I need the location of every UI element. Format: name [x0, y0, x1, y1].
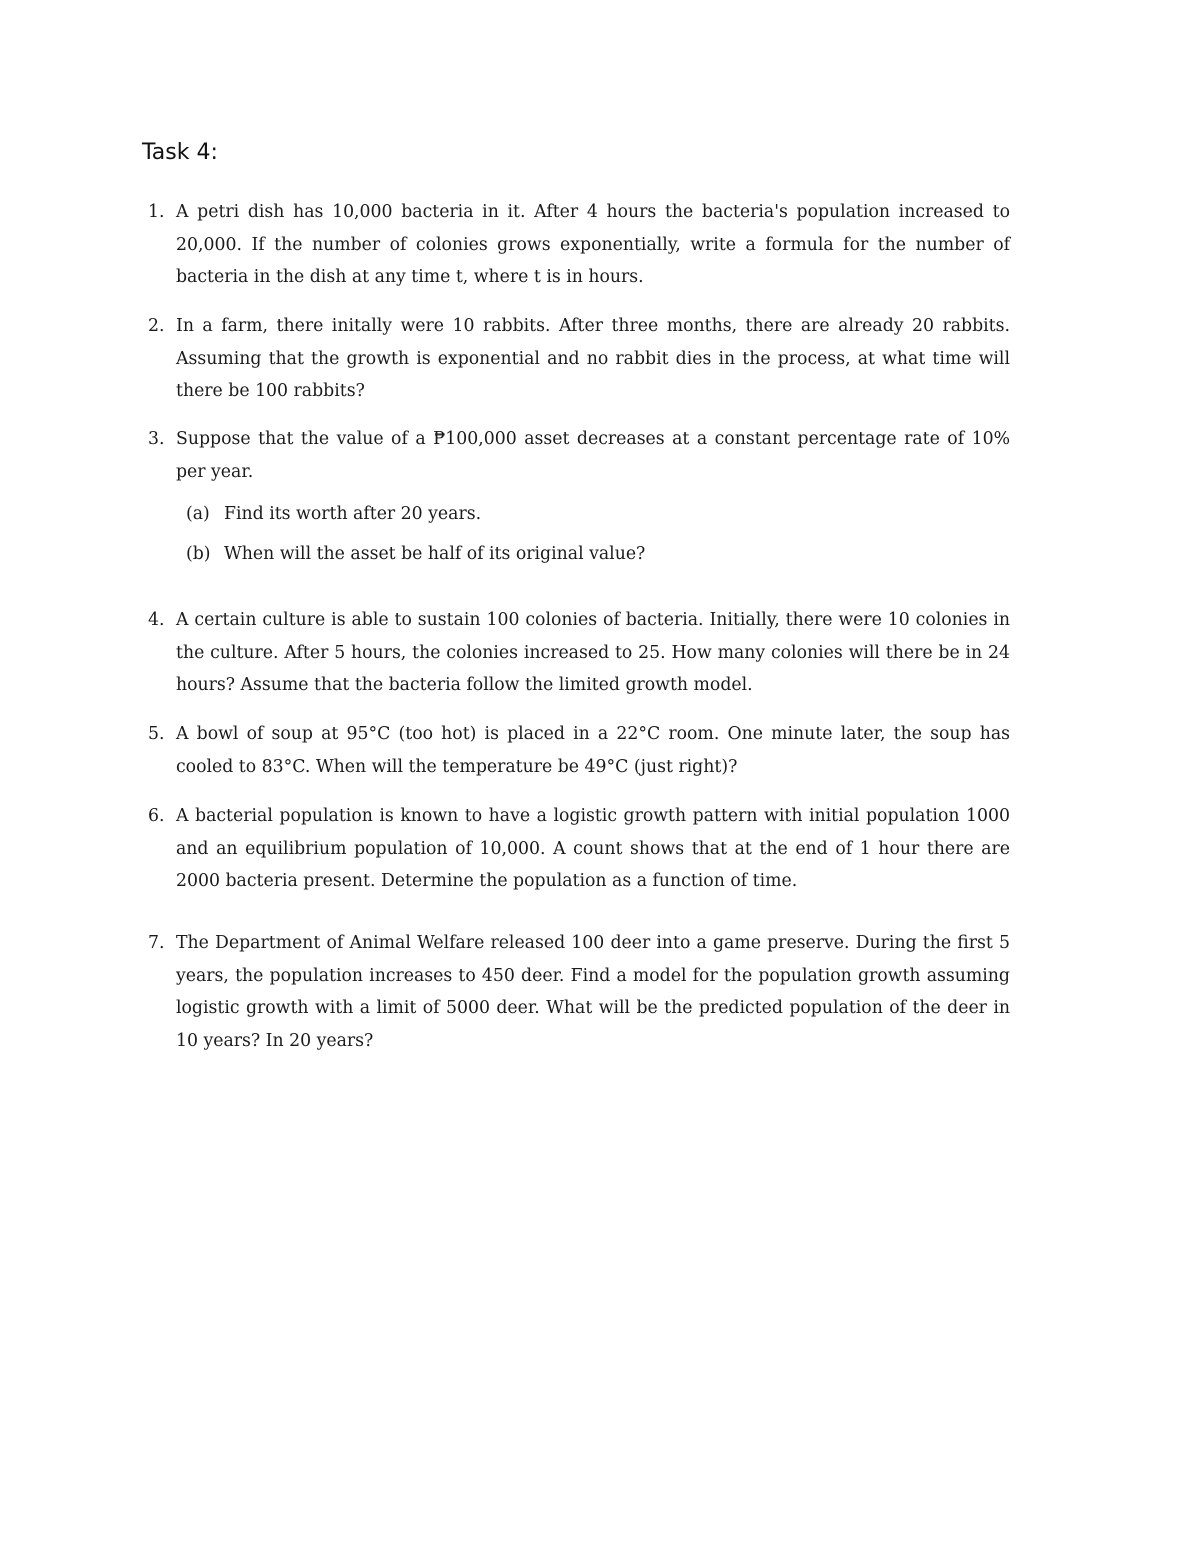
problem-text: A certain culture is able to sustain 100 colonies of bacteria. Initially, there were 10 colonies in the culture. After 5 hours, the colonies increased to 25. How many colonies will there be in 24 hours? Assume that the bacteria follow the limited growth model. — [176, 610, 1010, 695]
problem-number: 3. — [148, 429, 165, 449]
problem-item-4 — [148, 604, 1010, 702]
subpart-item-b — [186, 538, 1010, 571]
problem-item-6 — [148, 800, 1010, 898]
problem-text: A petri dish has 10,000 bacteria in it. After 4 hours the bacteria's population increased to 20,000. If the number of colonies grows exponentially, write a formula for the number of bacteria in the dish at any time t, where t is in hours. — [176, 202, 1010, 287]
problem-text: The Department of Animal Welfare released 100 deer into a game preserve. During the first 5 years, the population increases to 450 deer. Find a model for the population growth assuming logistic growth with a limit of 5000 deer. What will be the predicted population of the deer in 10 years? In 20 years? — [176, 933, 1010, 1051]
problem-text: A bacterial population is known to have a logistic growth pattern with initial population 1000 and an equilibrium population of 10,000. A count shows that at the end of 1 hour there are 2000 bacteria present. Determine the population as a function of time. — [176, 806, 1010, 891]
subpart-text: Find its worth after 20 years. — [224, 504, 482, 524]
problem-text: Suppose that the value of a ₱100,000 asset decreases at a constant percentage rate of 10% per year. — [176, 429, 1010, 482]
problem-number: 4. — [148, 610, 165, 630]
problem-text: In a farm, there initally were 10 rabbits. After three months, there are already 20 rabbits. Assuming that the growth is exponential and no rabbit dies in the process, at what time will there be 100 rabbits? — [176, 316, 1010, 401]
problem-number: 7. — [148, 933, 165, 953]
problem-item-5 — [148, 718, 1010, 783]
subpart-text: When will the asset be half of its original value? — [224, 543, 646, 564]
problem-item-7 — [148, 927, 1010, 1057]
problem-number: 5. — [148, 724, 165, 744]
subpart-item-a — [186, 498, 1010, 531]
subpart-list — [186, 498, 1010, 570]
problem-text: A bowl of soup at 95°C (too hot) is placed in a 22°C room. One minute later, the soup has cooled to 83°C. When will the temperature be 49°C (just right)? — [176, 724, 1010, 777]
subpart-label: (b) — [186, 543, 211, 564]
problem-item-2 — [148, 310, 1010, 408]
subpart-label: (a) — [186, 504, 210, 524]
problem-number: 1. — [148, 202, 165, 222]
problem-item-1 — [148, 196, 1010, 294]
problem-number: 6. — [148, 806, 165, 826]
problem-number: 2. — [148, 316, 165, 336]
page-title: Task 4: — [142, 140, 218, 165]
problem-item-3 — [148, 423, 1010, 577]
